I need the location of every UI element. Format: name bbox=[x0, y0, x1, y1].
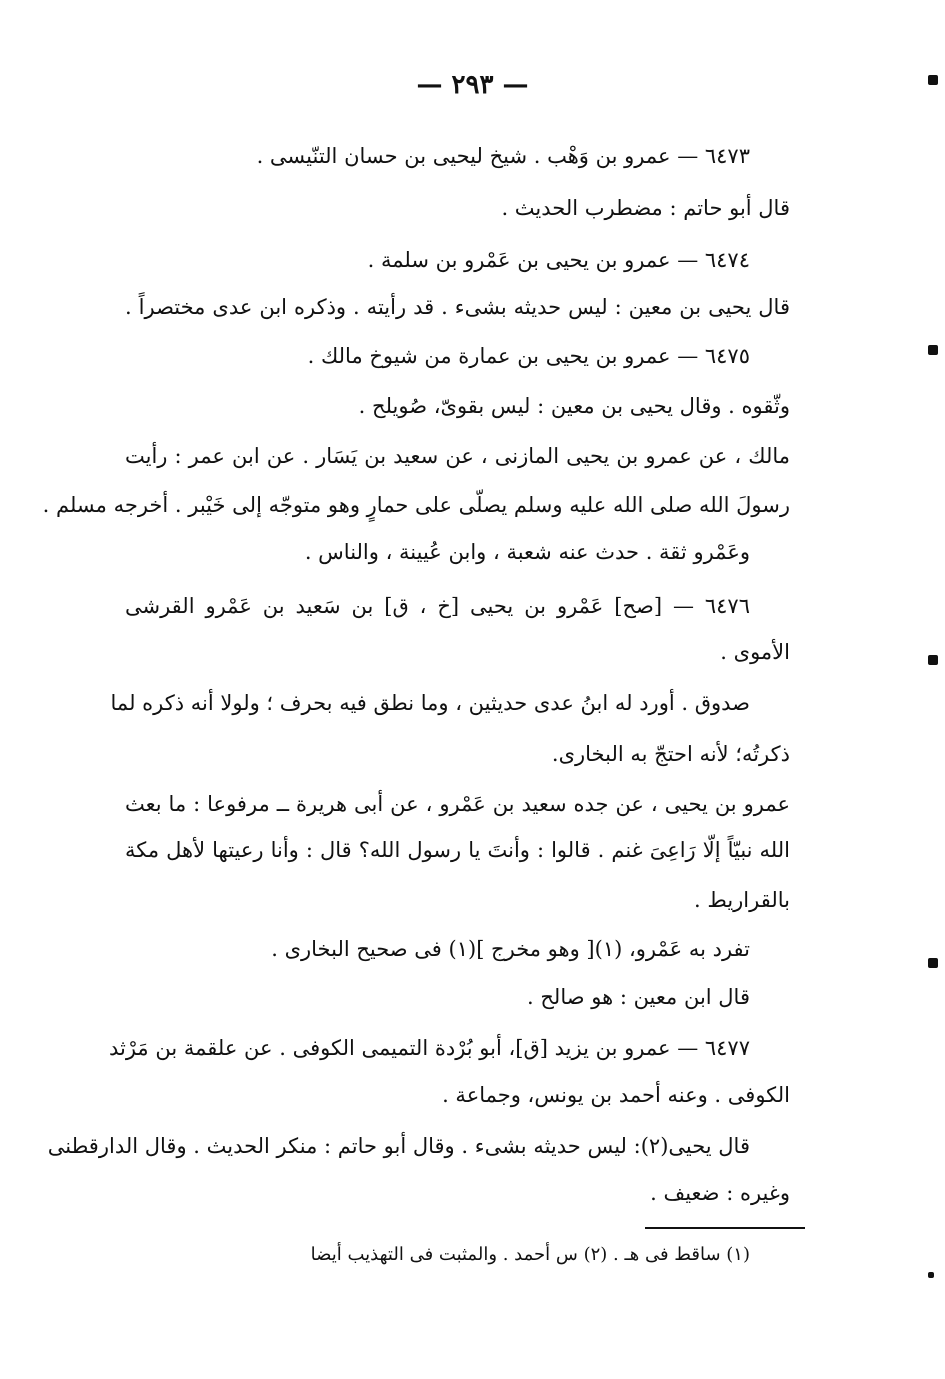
text-line: وثّقوه . وقال يحيى بن معين : ليس بقوىّ، صُويلح . bbox=[358, 394, 790, 418]
page-number: — ٢٩٣ — bbox=[416, 70, 529, 100]
text-line: قال ابن معين : هو صالح . bbox=[527, 985, 750, 1009]
scan-edge-mark bbox=[928, 655, 938, 665]
scan-edge-mark bbox=[928, 1272, 934, 1278]
scan-edge-mark bbox=[928, 958, 938, 968]
text-line: مالك ، عن عمرو بن يحيى المازنى ، عن سعيد بن يَسَار . عن ابن عمر : رأيت bbox=[125, 444, 790, 468]
text-line: وعَمْرو ثقة . حدث عنه شعبة ، وابن عُيينة ، والناس . bbox=[304, 540, 750, 564]
text-line: وغيره : ضعيف . bbox=[650, 1181, 790, 1205]
text-line: بالقراريط . bbox=[694, 888, 790, 912]
footnote: (١) ساقط فى هـ . (٢) س أحمد . والمثبت فى التهذيب أيضا bbox=[310, 1244, 750, 1265]
text-line: ٦٤٧٦ — [صح] عَمْرو بن يحيى [خ ، ق] بن سَعيد بن عَمْرو القرشى bbox=[125, 594, 750, 618]
text-line: ٦٤٧٣ — عمرو بن وَهْب . شيخ ليحيى بن حسان التنّيسى . bbox=[256, 144, 750, 168]
text-line: الله نبيّاً إلّا رَاعِىَ غنم . قالوا : وأنتَ يا رسول الله؟ قال : وأنا رعيتها لأهل مكة bbox=[125, 838, 790, 862]
text-line: عمرو بن يحيى ، عن جده سعيد بن عَمْرو ، عن أبى هريرة ــ مرفوعا : ما بعث bbox=[125, 792, 790, 816]
text-line: قال يحيى(٢): ليس حديثه بشىء . وقال أبو حاتم : منكر الحديث . وقال الدارقطنى bbox=[47, 1134, 750, 1158]
text-line: قال يحيى بن معين : ليس حديثه بشىء . قد رأيته . وذكره ابن عدى مختصراً . bbox=[125, 295, 790, 319]
text-line: ٦٤٧٧ — عمرو بن يزيد [ق]، أبو بُرْدة التميمى الكوفى . عن علقمة بن مَرْثد bbox=[108, 1036, 750, 1060]
scan-edge-mark bbox=[928, 75, 938, 85]
text-line: ٦٤٧٥ — عمرو بن يحيى بن عمارة من شيوخ مالك . bbox=[307, 344, 750, 368]
footnote-rule bbox=[645, 1227, 805, 1229]
text-line: رسولَ الله صلى الله عليه وسلم يصلّى على حمارٍ وهو متوجّه إلى خَيْبر . أخرجه مسلم . bbox=[42, 493, 790, 517]
text-line: تفرد به عَمْرو، (١)[ وهو مخرج ](١) فى صحيح البخارى . bbox=[271, 937, 750, 961]
text-line: الكوفى . وعنه أحمد بن يونس، وجماعة . bbox=[442, 1083, 790, 1107]
text-line: صدوق . أورد له ابنُ عدى حديثين ، وما نطق فيه بحرف ؛ ولولا أنه ذكره لما bbox=[110, 691, 750, 715]
text-line: ٦٤٧٤ — عمرو بن يحيى بن عَمْرو بن سلمة . bbox=[367, 248, 750, 272]
text-line: ذكرتُه؛ لأنه احتجّ به البخارى. bbox=[551, 742, 790, 766]
text-line: قال أبو حاتم : مضطرب الحديث . bbox=[501, 196, 790, 220]
text-line: الأموى . bbox=[720, 640, 790, 664]
scan-edge-mark bbox=[928, 345, 938, 355]
